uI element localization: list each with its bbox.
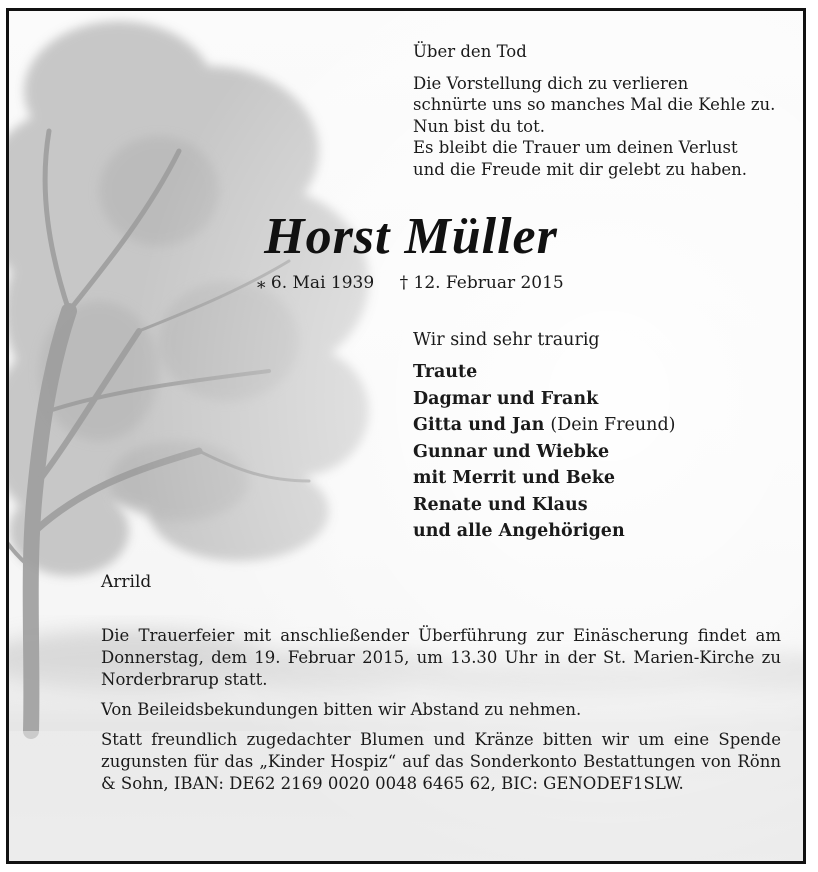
mourners-list <box>413 327 803 545</box>
deceased-name: Horst Müller <box>264 208 558 265</box>
poem-line: schnürte uns so manches Mal die Kehle zu. <box>413 95 776 114</box>
life-dates <box>257 273 564 293</box>
poem-line: und die Freude mit dir gelebt zu haben. <box>413 159 748 179</box>
mourner-name: Renate und Klaus <box>413 494 588 515</box>
mourners-intro: Wir sind sehr traurig <box>413 330 600 350</box>
mourner-name: mit Merrit und Beke <box>413 468 616 488</box>
funeral-service-notice: Die Trauerfeier mit anschließender Überführung zur Einäscherung findet am Donnerstag, dem 19. Februar 2015, um 13.30 Uhr in der St. Marien-Kirche zu Norderbrarup statt. <box>101 626 781 689</box>
poem-line: Es bleibt die Trauer um deinen Verlust <box>413 138 738 157</box>
mourner-name: und alle Angehörigen <box>413 521 625 541</box>
poem <box>413 41 793 180</box>
birth-date: ⁎ 6. Mai 1939 <box>257 273 375 293</box>
donation-notice: Statt freundlich zugedachter Blumen und Kränze bitten wir um eine Spende zugunsten für das „Kinder Hospiz“ auf das Sonderkonto Bestattungen von Rönn & Sohn, IBAN: DE62 2169 0020 0048 6465 62, BIC: GENODEF1SLW. <box>101 730 781 793</box>
mourner-name: Traute <box>413 362 478 382</box>
poem-title: Über den Tod <box>413 42 527 61</box>
mourner-note: (Dein Freund) <box>550 415 676 435</box>
funeral-notices <box>101 625 781 803</box>
condolence-notice: Von Beileidsbekundungen bitten wir Abstand zu nehmen. <box>101 700 582 719</box>
mourner-name: Gunnar und Wiebke <box>413 441 610 462</box>
mourner-name: Dagmar und Frank <box>413 388 599 409</box>
poem-line: Die Vorstellung dich zu verlieren <box>413 73 689 93</box>
death-date: † 12. Februar 2015 <box>399 273 564 293</box>
place-name: Arrild <box>101 572 152 592</box>
obituary-notice <box>6 8 806 864</box>
poem-line: Nun bist du tot. <box>413 116 545 136</box>
mourner-name: Gitta und Jan <box>413 415 545 435</box>
mourner-name-gitta-row <box>413 412 803 439</box>
